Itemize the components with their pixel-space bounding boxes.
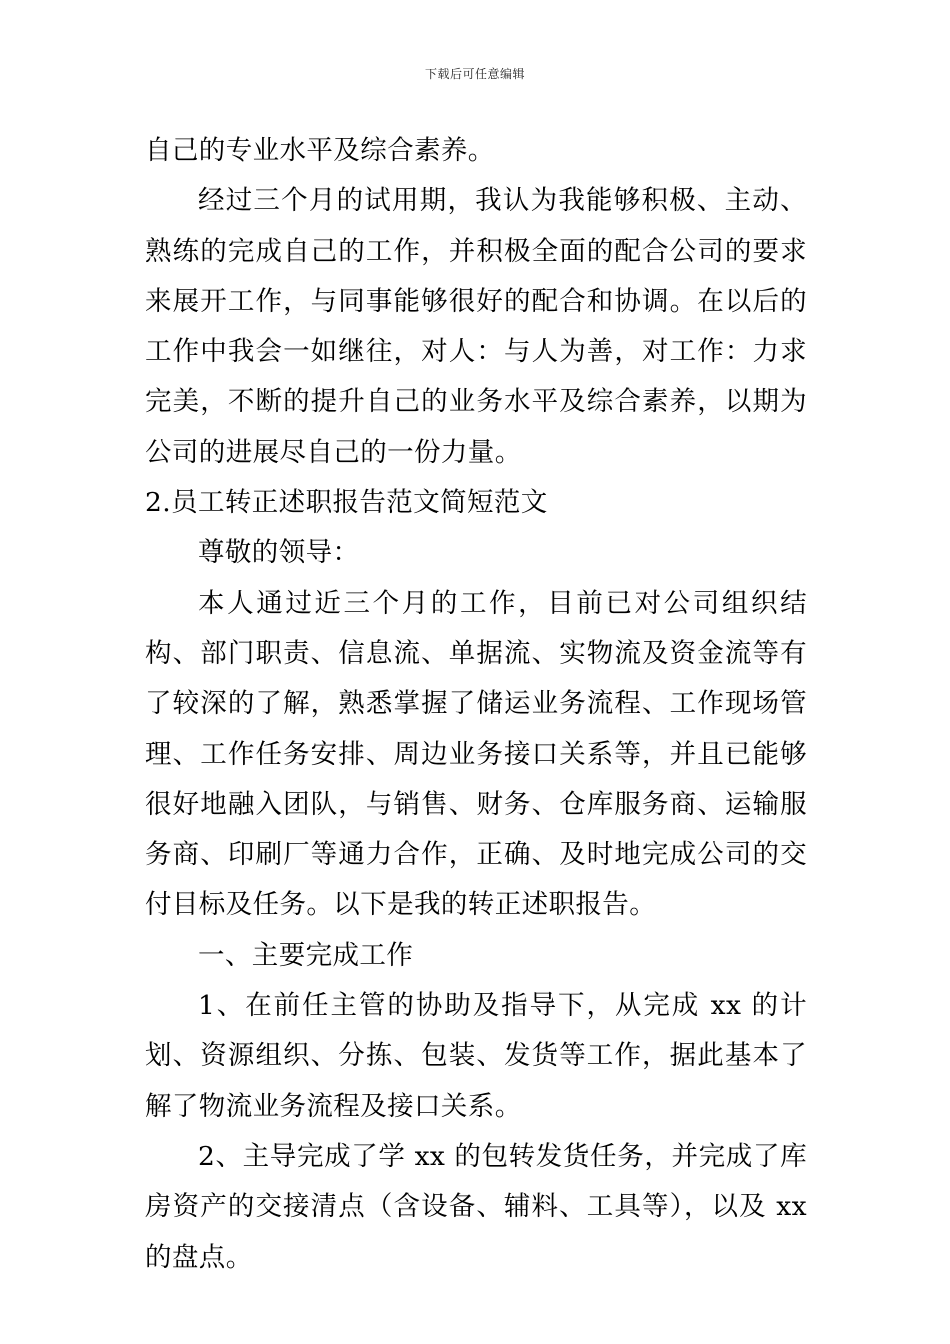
section-heading: 2.员工转正述职报告范文简短范文 [145,487,548,519]
page-header: 下载后可任意编辑 [424,67,525,81]
list-item-1: 1、在前任主管的协助及指导下，从完成 xx 的计划、资源组织、分拣、包装、发货等工作，据此基本了解了物流业务流程及接口关系。 [145,990,807,1122]
paragraph-intro: 本人通过近三个月的工作，目前已对公司组织结构、部门职责、信息流、单据流、实物流及资金流等有了较深的了解，熟悉掌握了储运业务流程、工作现场管理、工作任务安排、周边业务接口关系等，并且已能够很好地融入团队，与销售、财务、仓库服务商、运输服务商、印刷厂等通力合作，正确、及时地完成公司的交付目标及任务。以下是我的转正述职报告。 [145,587,807,921]
subsection-heading: 一、主要完成工作 [198,939,414,971]
paragraph-2: 经过三个月的试用期，我认为我能够积极、主动、熟练的完成自己的工作，并积极全面的配合公司的要求来展开工作，与同事能够很好的配合和协调。在以后的工作中我会一如继往，对人：与人为善，对工作：力求完美，不断的提升自己的业务水平及综合素养，以期为公司的进展尽自己的一份力量。 [145,185,807,468]
list-item-2: 2、主导完成了学 xx 的包转发货任务，并完成了库房资产的交接清点（含设备、辅料、工具等），以及 xx 的盘点。 [145,1140,807,1273]
paragraph-1: 自己的专业水平及综合素养。 [145,135,495,166]
document-body [145,126,807,1283]
salutation: 尊敬的领导： [198,537,360,569]
